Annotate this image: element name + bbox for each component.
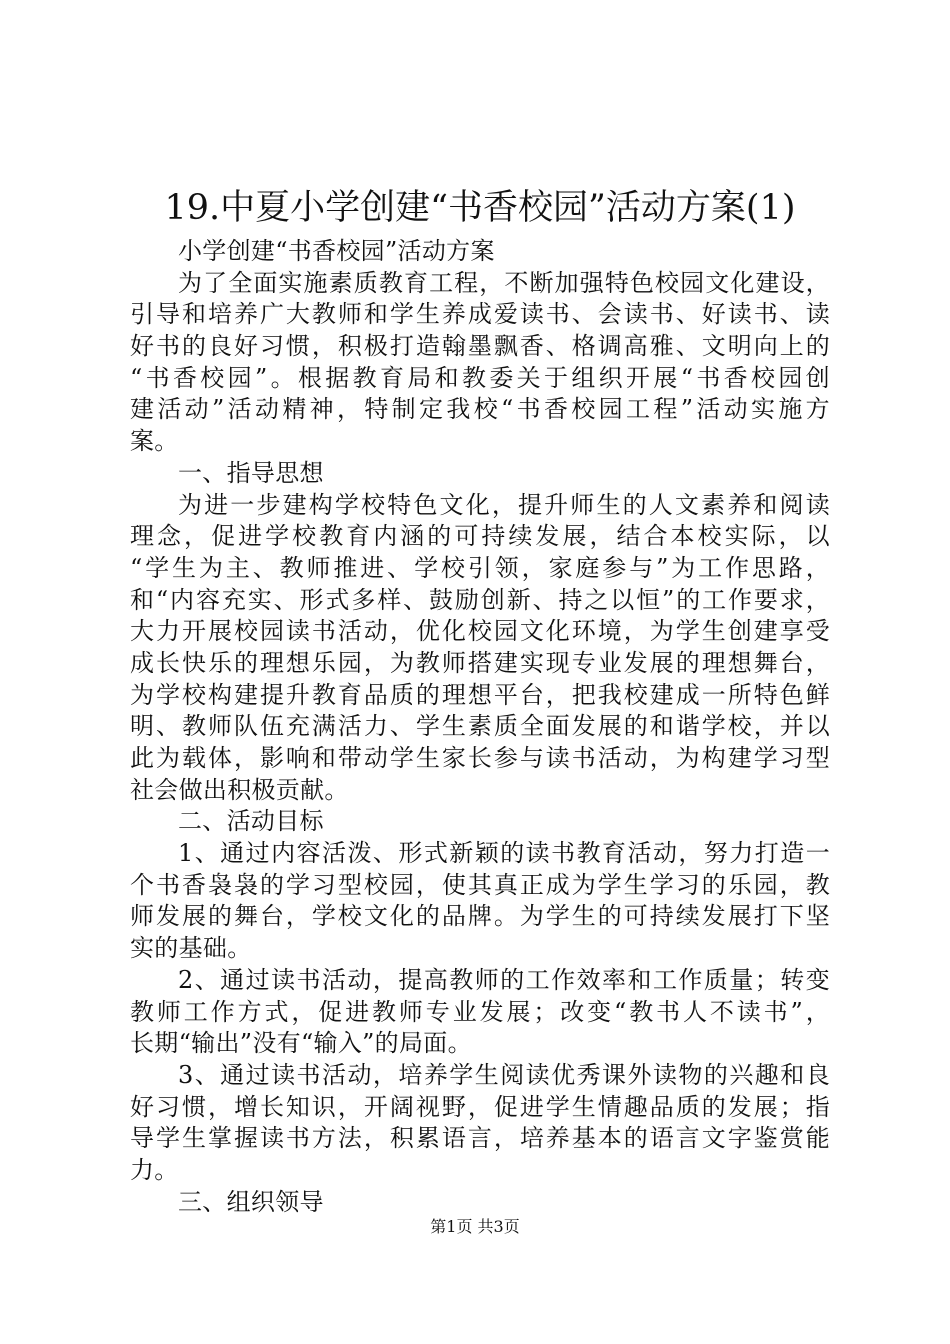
paragraph-line: 引导和培养广大教师和学生养成爱读书、会读书、好读书、读 [130,300,830,329]
paragraph-line: 2、通过读书活动，提高教师的工作效率和工作质量；转变 [178,965,830,994]
paragraph-line: 为学校构建提升教育品质的理想平台，把我校建成一所特色鲜 [130,680,830,709]
paragraph-line: 教师工作方式，促进教师专业发展；改变“教书人不读书”， [130,997,830,1026]
paragraph-line: 大力开展校园读书活动，优化校园文化环境，为学生创建享受 [130,617,830,646]
paragraph-line: 师发展的舞台，学校文化的品牌。为学生的可持续发展打下坚 [130,902,830,931]
paragraph-line: 社会做出积极贡献。 [130,775,349,804]
paragraph-line: 此为载体，影响和带动学生家长参与读书活动，为构建学习型 [130,744,830,772]
paragraph-line: “书香校园”。根据教育局和教委关于组织开展“书香校园创 [130,363,830,392]
paragraph-line: 3、通过读书活动，培养学生阅读优秀课外读物的兴趣和良 [178,1060,830,1089]
paragraph-line: 实的基础。 [130,934,252,963]
paragraph-line: 导学生掌握读书方法，积累语言，培养基本的语言文字鉴赏能 [130,1124,830,1153]
document-title: 19.中夏小学创建“书香校园”活动方案(1) [164,188,796,228]
paragraph-line: 成长快乐的理想乐园，为教师搭建实现专业发展的理想舞台， [130,648,830,677]
paragraph-line: 长期“输出”没有“输入”的局面。 [130,1029,472,1058]
paragraph-line: 和“内容充实、形式多样、鼓励创新、持之以恒”的工作要求， [130,585,830,614]
paragraph-line: 为进一步建构学校特色文化，提升师生的人文素养和阅读 [178,490,830,519]
paragraph-line: 理念，促进学校教育内涵的可持续发展，结合本校实际，以 [130,522,830,551]
paragraph-line: 个书香袅袅的学习型校园，使其真正成为学生学习的乐园，教 [130,870,830,899]
paragraph-line: 为了全面实施素质教育工程，不断加强特色校园文化建设， [178,268,830,297]
paragraph-line: “学生为主、教师推进、学校引领，家庭参与”为工作思路， [130,553,830,582]
page-footer: 第1页 共3页 [430,1217,520,1236]
paragraph-line: 明、教师队伍充满活力、学生素质全面发展的和谐学校，并以 [130,712,830,741]
paragraph-line: 力。 [130,1155,179,1184]
section-heading: 一、指导思想 [178,458,324,487]
paragraph-line: 1、通过内容活泼、形式新颖的读书教育活动，努力打造一 [178,839,830,868]
paragraph-line: 建活动”活动精神，特制定我校“书香校园工程”活动实施方 [130,395,830,424]
document-body [130,236,830,1218]
subtitle-line: 小学创建“书香校园”活动方案 [178,237,495,265]
paragraph-line: 好书的良好习惯，积极打造翰墨飘香、格调高雅、文明向上的 [130,332,830,361]
section-heading: 二、活动目标 [178,807,324,836]
section-heading: 三、组织领导 [178,1187,324,1216]
paragraph-line: 案。 [130,427,179,456]
paragraph-line: 好习惯，增长知识，开阔视野，促进学生情趣品质的发展；指 [130,1092,830,1121]
